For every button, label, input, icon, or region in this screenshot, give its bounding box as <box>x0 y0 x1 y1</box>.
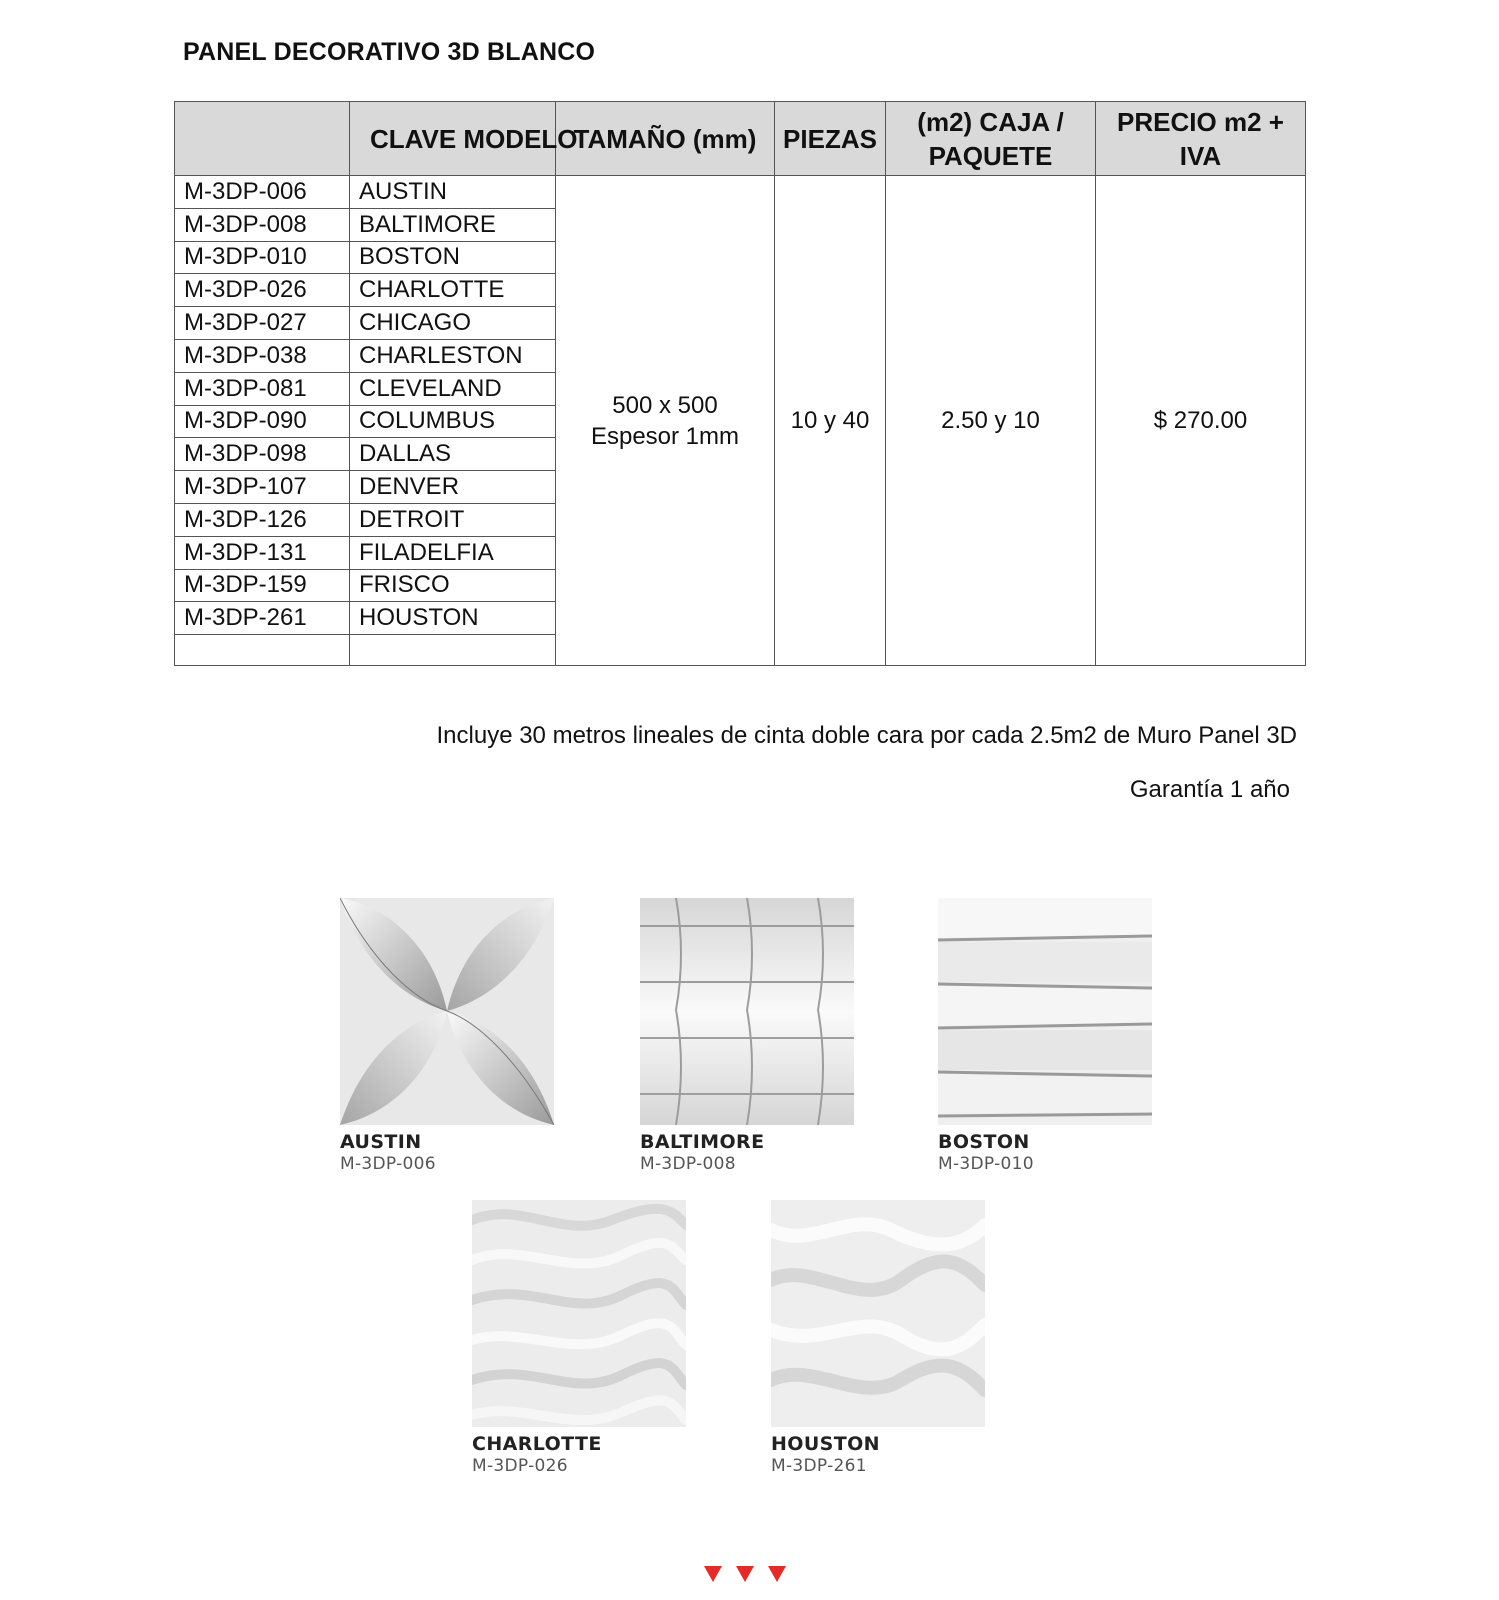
code-cell: M-3DP-126 <box>175 503 350 536</box>
code-cell: M-3DP-081 <box>175 372 350 405</box>
model-cell: DALLAS <box>350 438 556 471</box>
sample-code: M-3DP-006 <box>340 1154 436 1174</box>
pieces-cell: 10 y 40 <box>775 176 886 666</box>
sample-name: BOSTON <box>938 1131 1030 1153</box>
size-cell <box>556 176 775 666</box>
price-cell: $ 270.00 <box>1096 176 1306 666</box>
model-cell: HOUSTON <box>350 602 556 635</box>
code-cell: M-3DP-038 <box>175 339 350 372</box>
houston-pattern-image <box>771 1200 985 1427</box>
sample-name: AUSTIN <box>340 1131 422 1153</box>
size-value: 500 x 500 <box>612 391 718 419</box>
scroll-down-indicator[interactable] <box>704 1566 786 1582</box>
code-cell: M-3DP-026 <box>175 274 350 307</box>
model-cell: FILADELFIA <box>350 536 556 569</box>
included-tape-note: Incluye 30 metros lineales de cinta doble cara por cada 2.5m2 de Muro Panel 3D <box>436 722 1297 749</box>
sample-baltimore <box>640 898 854 1174</box>
model-cell: CLEVELAND <box>350 372 556 405</box>
model-cell: DETROIT <box>350 503 556 536</box>
code-cell: M-3DP-090 <box>175 405 350 438</box>
code-cell: M-3DP-027 <box>175 307 350 340</box>
header-clave-modelo: CLAVE MODELO <box>350 102 556 176</box>
header-precio <box>1096 102 1306 176</box>
model-cell: BALTIMORE <box>350 208 556 241</box>
table-row <box>175 176 1306 209</box>
code-cell: M-3DP-010 <box>175 241 350 274</box>
sample-name: BALTIMORE <box>640 1131 765 1153</box>
header-tamano: TAMAÑO (mm) <box>556 102 775 176</box>
header-clave <box>175 102 350 176</box>
code-cell: M-3DP-159 <box>175 569 350 602</box>
code-cell: M-3DP-107 <box>175 471 350 504</box>
thickness-value: Espesor 1mm <box>590 422 740 450</box>
box-m2-cell: 2.50 y 10 <box>886 176 1096 666</box>
model-cell: BOSTON <box>350 241 556 274</box>
sample-code: M-3DP-010 <box>938 1154 1034 1174</box>
empty-cell <box>175 635 350 666</box>
charlotte-pattern-image <box>472 1200 686 1427</box>
arrow-down-icon <box>736 1566 754 1582</box>
model-cell: CHARLOTTE <box>350 274 556 307</box>
model-cell: CHICAGO <box>350 307 556 340</box>
sample-name: CHARLOTTE <box>472 1433 602 1455</box>
header-caja <box>886 102 1096 176</box>
sample-name: HOUSTON <box>771 1433 880 1455</box>
sample-code: M-3DP-008 <box>640 1154 736 1174</box>
sample-boston <box>938 898 1152 1174</box>
model-cell: FRISCO <box>350 569 556 602</box>
austin-pattern-image <box>340 898 554 1125</box>
header-caja-line2: PAQUETE <box>928 140 1053 171</box>
arrow-down-icon <box>704 1566 722 1582</box>
model-cell: DENVER <box>350 471 556 504</box>
baltimore-pattern-image <box>640 898 854 1125</box>
sample-houston <box>771 1200 985 1476</box>
sample-austin <box>340 898 554 1174</box>
sample-code: M-3DP-261 <box>771 1456 867 1476</box>
price-table <box>174 101 1306 666</box>
model-cell: COLUMBUS <box>350 405 556 438</box>
code-cell: M-3DP-098 <box>175 438 350 471</box>
header-piezas: PIEZAS <box>775 102 886 176</box>
code-cell: M-3DP-008 <box>175 208 350 241</box>
code-cell: M-3DP-261 <box>175 602 350 635</box>
warranty-note: Garantía 1 año <box>1129 776 1290 803</box>
document-title: PANEL DECORATIVO 3D BLANCO <box>183 38 596 66</box>
arrow-down-icon <box>768 1566 786 1582</box>
header-caja-line1: (m2) CAJA / <box>917 106 1064 137</box>
header-precio-line2: IVA <box>1179 140 1222 171</box>
sample-charlotte <box>472 1200 686 1476</box>
model-cell: CHARLESTON <box>350 339 556 372</box>
sample-code: M-3DP-026 <box>472 1456 568 1476</box>
empty-cell <box>350 635 556 666</box>
code-cell: M-3DP-131 <box>175 536 350 569</box>
table-header-row <box>175 102 1306 176</box>
header-precio-line1: PRECIO m2 + <box>1117 106 1284 137</box>
boston-pattern-image <box>938 898 1152 1125</box>
code-cell: M-3DP-006 <box>175 176 350 209</box>
model-cell: AUSTIN <box>350 176 556 209</box>
